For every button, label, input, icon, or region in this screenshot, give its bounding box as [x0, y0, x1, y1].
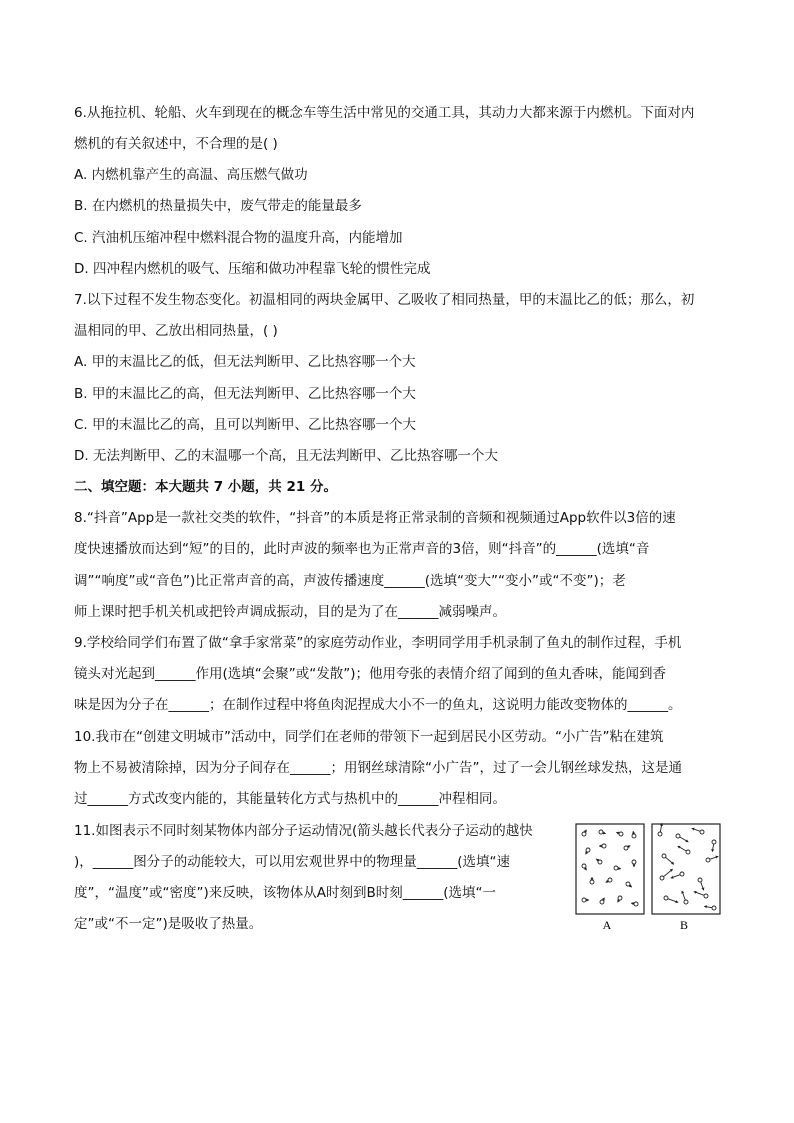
question-7-option-c: C. 甲的末温比乙的高，且可以判断甲、乙比热容哪一个大 — [74, 417, 417, 433]
question-10-line-3: 过______方式改变内能的，其能量转化方式与热机中的______冲程相同。 — [74, 791, 506, 807]
molecule-motion-figure — [574, 822, 724, 934]
box-b-molecule — [658, 823, 663, 836]
question-10-line-2: 物上不易被清除掉，因为分子间存在______；用钢丝球清除“小广告”，过了一会儿钢丝球发热，这是通 — [74, 760, 682, 776]
box-a-molecule — [599, 844, 606, 848]
question-9-line-3: 味是因为分子在______；在制作过程中将鱼肉泥捏成大小不一的鱼丸，这说明力能改变物体的______。 — [74, 697, 682, 713]
question-8-line-2: 度快速播放而达到“短”的目的，此时声波的频率也为正常声音的3倍，则“抖音”的______(选填“音 — [74, 541, 650, 557]
question-10-line-1: 10.我市在“创建文明城市”活动中，同学们在老师的带领下一起到居民小区劳动。“小广告”粘在建筑 — [74, 729, 664, 745]
box-a-molecule — [614, 866, 621, 870]
question-7-stem-line-1: 7.以下过程不发生物态变化。初温相同的两块金属甲、乙吸收了相同热量，甲的末温比乙的低；那么，初 — [74, 292, 695, 308]
box-a-molecule — [606, 878, 612, 883]
figure-label-b: B — [679, 918, 689, 932]
question-9-line-1: 9.学校给同学们布置了做“拿手家常菜”的家庭劳动作业，李明同学用手机录制了鱼丸的制作过程，手机 — [74, 635, 682, 651]
box-b-molecule — [711, 840, 716, 852]
box-b-molecule — [698, 878, 704, 890]
box-a-molecule — [600, 898, 605, 904]
question-7-stem-line-2: 温相同的甲、乙放出相同热量，( ) — [74, 323, 278, 339]
molecule-motion-svg — [574, 822, 724, 934]
question-11-line-4: 定”或“不一定”)是吸收了热量。 — [74, 916, 263, 932]
figure-box-b-frame — [652, 824, 720, 914]
box-a-molecule — [624, 845, 630, 850]
box-a-molecule — [582, 898, 589, 902]
box-b-molecule — [681, 891, 688, 904]
box-a-molecule — [616, 832, 623, 836]
question-6-option-d: D. 四冲程内燃机的吸气、压缩和做功冲程靠飞轮的惯性完成 — [74, 261, 431, 277]
question-8-line-1: 8.“抖音”App是一款社交类的软件，“抖音”的本质是将正常录制的音频和视频通过App软件以3倍的速 — [74, 510, 676, 526]
box-b-molecule — [678, 846, 690, 854]
box-b-molecule — [676, 834, 688, 842]
question-6-option-a: A. 内燃机靠产生的高温、高压燃气做功 — [74, 167, 308, 183]
question-6-stem-line-2: 燃机的有关叙述中，不合理的是( ) — [74, 136, 278, 152]
box-b-molecule — [704, 905, 716, 910]
box-a-molecule — [626, 882, 632, 887]
question-8-line-4: 师上课时把手机关机或把铃声调成振动，目的是为了在______减弱噪声。 — [74, 604, 506, 620]
box-a-molecule — [631, 902, 638, 906]
question-11-line-3: 度”，“温度”或“密度”)来反映，该物体从A时刻到B时刻______(选填“一 — [74, 885, 496, 901]
figure-box-a — [576, 824, 644, 914]
figure-box-b-molecules — [658, 823, 718, 910]
figure-box-a-molecules — [582, 830, 638, 906]
question-8-line-3: 调”“响度”或“音色”)比正常声音的高，声波传播速度______(选填“变大”“变小”或“不变”)；老 — [74, 573, 626, 589]
box-b-molecule — [692, 828, 704, 834]
question-9-line-2: 镜头对光起到______作用(选填“会聚”或“发散”)；他用夸张的表情介绍了闻到的鱼丸香味，能闻到香 — [74, 666, 667, 682]
question-7-option-b: B. 甲的末温比乙的高，但无法判断甲、乙比热容哪一个大 — [74, 386, 416, 402]
question-7-option-d: D. 无法判断甲、乙的末温哪一个高，且无法判断甲、乙比热容哪一个大 — [74, 448, 498, 464]
box-a-molecule — [632, 831, 636, 838]
box-b-molecule — [706, 856, 718, 862]
figure-label-a: A — [602, 918, 612, 932]
box-a-molecule — [582, 864, 587, 870]
question-11-line-1: 11.如图表示不同时刻某物体内部分子运动情况(箭头越长代表分子运动的越快 — [74, 823, 533, 839]
box-a-molecule — [585, 848, 590, 854]
box-b-molecule — [662, 854, 674, 864]
question-6-option-b: B. 在内燃机的热量损失中，废气带走的能量最多 — [74, 198, 362, 214]
box-b-molecule — [671, 872, 684, 879]
box-a-molecule — [596, 859, 602, 864]
box-a-molecule — [590, 877, 594, 884]
box-b-molecule — [664, 896, 678, 903]
figure-box-b — [652, 823, 720, 914]
question-11-line-2: )，______图分子的动能较大，可以用宏观世界中的物理量______(选填“速 — [74, 854, 511, 870]
box-a-molecule — [582, 830, 587, 836]
question-6-option-c: C. 汽油机压缩冲程中燃料混合物的温度升高，内能增加 — [74, 230, 403, 246]
box-a-molecule — [599, 830, 606, 834]
box-a-molecule — [617, 896, 622, 902]
question-7-option-a: A. 甲的末温比乙的低，但无法判断甲、乙比热容哪一个大 — [74, 354, 416, 370]
box-a-molecule — [632, 860, 636, 867]
box-b-molecule — [694, 891, 708, 898]
question-6-stem-line-1: 6.从拖拉机、轮船、火车到现在的概念车等生活中常见的交通工具，其动力大都来源于内燃机。下面对内 — [74, 105, 695, 121]
section-title: 二、填空题：本大题共 7 小题，共 21 分。 — [74, 479, 337, 495]
